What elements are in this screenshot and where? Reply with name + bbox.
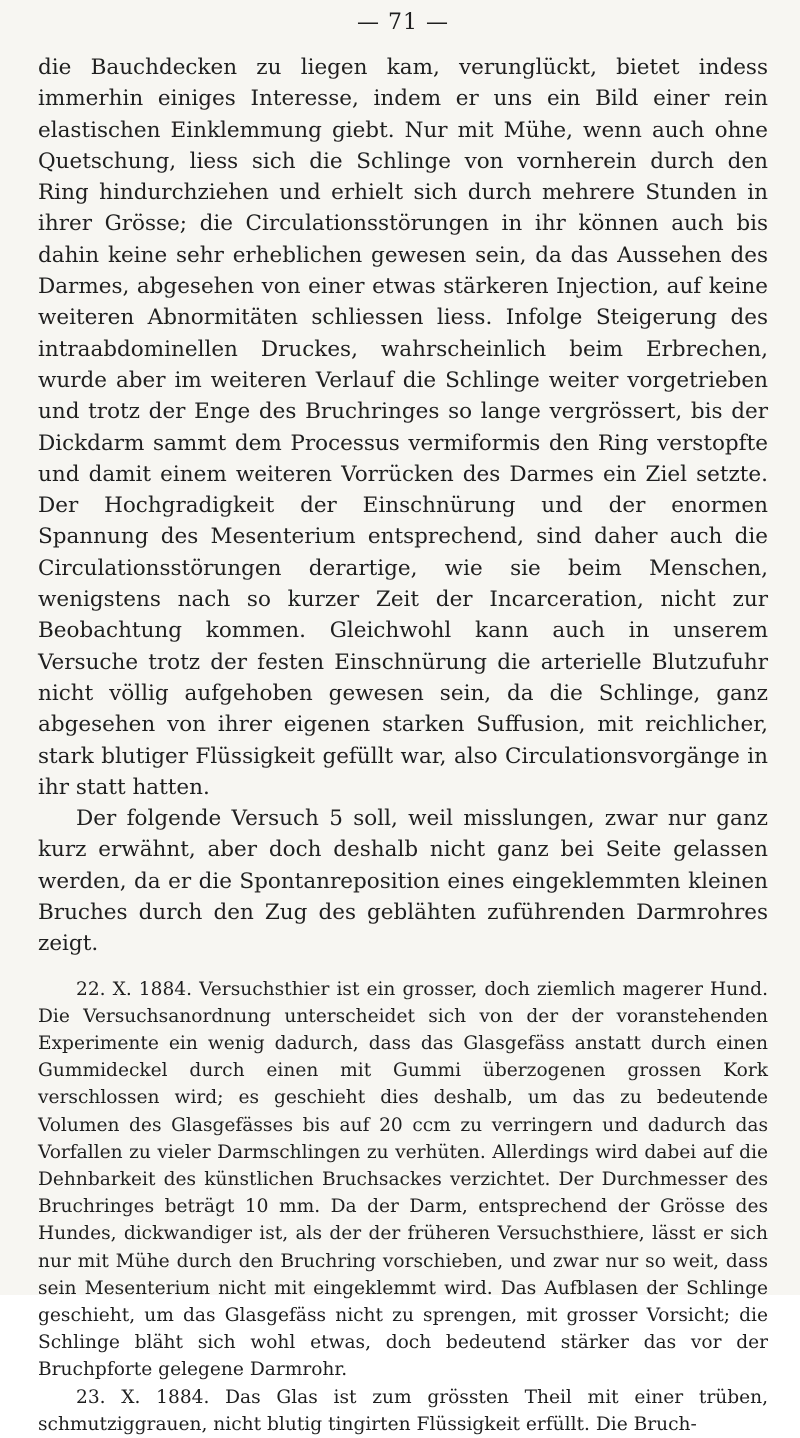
experiment-protocol [38, 976, 768, 1438]
page-number: — 71 — [357, 10, 449, 35]
protocol-entry-23-x-1884: 23. X. 1884. Das Glas ist zum grössten Theil mit einer trüben, schmutziggrauen, nicht blutig tingirten Flüssigkeit erfüllt. Die Bruch- [38, 1386, 768, 1435]
book-page [38, 8, 768, 1438]
paragraph-versuch-5: Der folgende Versuch 5 soll, weil misslungen, zwar nur ganz kurz erwähnt, aber doch deshalb nicht ganz bei Seite gelassen werden, da er die Spontanreposition eines eingeklemmten kleinen Bruches durch den Zug des geblähten zuführenden Darmrohres zeigt. [38, 806, 768, 957]
protocol-entry-22-x-1884: 22. X. 1884. Versuchsthier ist ein grosser, doch ziemlich magerer Hund. Die Versuchsanordnung unterscheidet sich von der der voranstehenden Experimente ein wenig dadurch, dass das Glasgefäss anstatt durch einen Gummideckel durch einen mit Gummi überzogenen grossen Kork verschlossen wird; es geschieht dies deshalb, um das zu bedeutende Volumen des Glasgefässes bis auf 20 ccm zu verringern und dadurch das Vorfallen zu vieler Darmschlingen zu verhüten. Allerdings wird dabei auf die Dehnbarkeit des künstlichen Bruchsackes verzichtet. Der Durchmesser des Bruchringes beträgt 10 mm. Da der Darm, entsprechend der Grösse des Hundes, dickwandiger ist, als der der früheren Versuchsthiere, lässt er sich nur mit Mühe durch den Bruchring vorschieben, und zwar nur so weit, dass sein Mesenterium nicht mit eingeklemmt wird. Das Aufblasen der Schlinge geschieht, um das Glasgefäss nicht zu sprengen, mit grosser Vorsicht; die Schlinge bläht sich wohl etwas, doch bedeutend stärker das vor der Bruchpforte gelegene Darmrohr. [38, 978, 768, 1381]
main-text [38, 52, 768, 960]
paragraph-continuation: die Bauchdecken zu liegen kam, verunglückt, bietet indess immerhin einiges Interesse, indem er uns ein Bild einer rein elastischen Einklemmung giebt. Nur mit Mühe, wenn auch ohne Quetschung, liess sich die Schlinge von vornherein durch den Ring hindurchziehen und erhielt sich durch mehrere Stunden in ihrer Grösse; die Circulationsstörungen in ihr können auch bis dahin keine sehr erheblichen gewesen sein, da das Aussehen des Darmes, abgesehen von einer etwas stärkeren Injection, auf keine weiteren Abnormitäten schliessen liess. Infolge Steigerung des intraabdominellen Druckes, wahrscheinlich beim Erbrechen, wurde aber im weiteren Verlauf die Schlinge weiter vorgetrieben und trotz der Enge des Bruchringes so lange vergrössert, bis der Dickdarm sammt dem Processus vermiformis den Ring verstopfte und damit einem weiteren Vorrücken des Darmes ein Ziel setzte. Der Hochgradigkeit der Einschnürung und der enormen Spannung des Mesenterium entsprechend, sind daher auch die Circulationsstörungen derartige, wie sie beim Menschen, wenigstens nach so kurzer Zeit der Incarceration, nicht zur Beobachtung kommen. Gleichwohl kann auch in unserem Versuche trotz der festen Einschnürung die arterielle Blutzufuhr nicht völlig aufgehoben gewesen sein, da die Schlinge, ganz abgesehen von ihrer eigenen starken Suffusion, mit reichlicher, stark blutiger Flüssigkeit gefüllt war, also Circulationsvorgänge in ihr statt hatten. [38, 55, 768, 800]
